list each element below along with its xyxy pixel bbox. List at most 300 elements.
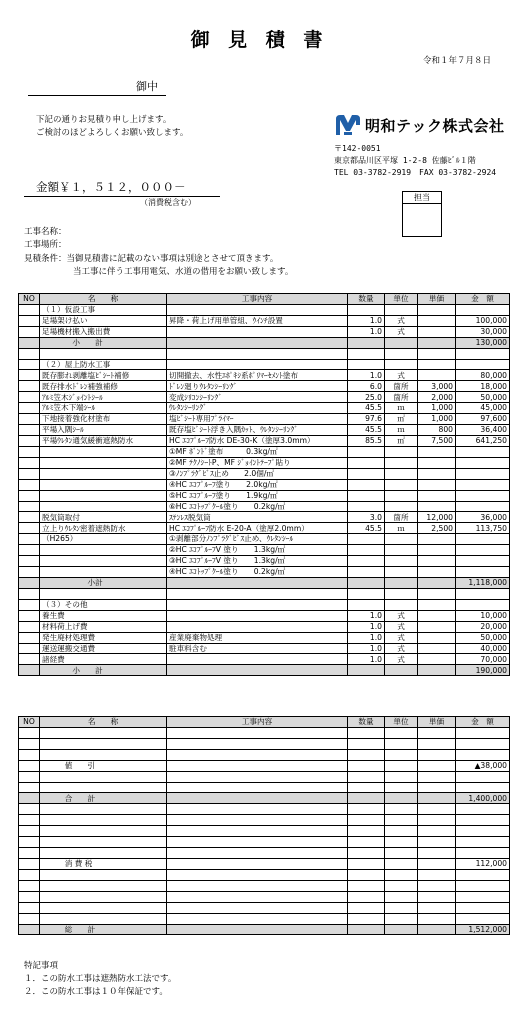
cell-amount: 190,000 <box>456 665 510 676</box>
cell-qty <box>348 869 385 880</box>
cell-name: 既存排水ﾄﾞﾚﾝ補強補修 <box>40 381 167 392</box>
estimate-table <box>18 293 510 676</box>
cell-name: 平場入隅ｼｰﾙ <box>40 425 167 436</box>
cell-price <box>418 665 456 676</box>
cell-qty: 25.0 <box>348 392 385 403</box>
cell-qty <box>348 359 385 370</box>
cell-no <box>19 858 40 869</box>
cell-content: HC ｴｺﾌﾟﾙｰﾌ防水 DE-30-K（塗厚3.0mm） <box>167 435 348 446</box>
cell-amount <box>456 891 510 902</box>
greeting-line-1: 下記の通りお見積り申し上げます。 <box>36 115 172 125</box>
cell-amount: 97,600 <box>456 414 510 425</box>
cell-no <box>19 479 40 490</box>
cell-price <box>418 632 456 643</box>
recipient-line: 御中 <box>28 78 166 96</box>
cell-content: ④HC ｴｺﾌﾟﾙｰﾌ塗り 2.0kg/㎡ <box>167 479 348 490</box>
col-amount: 金 額 <box>456 294 510 305</box>
cell-content <box>167 902 348 913</box>
cell-name <box>40 749 167 760</box>
cell-no <box>19 749 40 760</box>
cell-content: ①MF ﾎﾞﾝﾄﾞ塗布 0.3kg/㎡ <box>167 446 348 457</box>
cell-qty <box>348 858 385 869</box>
cell-content <box>167 771 348 782</box>
cell-qty <box>348 348 385 359</box>
cell-amount: 130,000 <box>456 337 510 348</box>
cell-unit <box>385 891 418 902</box>
company-address: 東京都品川区平塚 1-2-8 佐藤ﾋﾞﾙ１階 <box>334 156 476 165</box>
cell-price <box>418 501 456 512</box>
cell-price <box>418 837 456 848</box>
cell-price <box>418 599 456 610</box>
cell-unit <box>385 913 418 924</box>
cell-amount <box>456 599 510 610</box>
table-row <box>19 760 510 771</box>
cell-content <box>167 749 348 760</box>
cell-qty <box>348 793 385 804</box>
table-row <box>19 337 510 348</box>
cell-name: （３）その他 <box>40 599 167 610</box>
cell-name <box>40 837 167 848</box>
cell-unit <box>385 771 418 782</box>
cell-content: 昇降・荷上げ用単管組、ｳｲﾝﾁ設置 <box>167 315 348 326</box>
cell-qty <box>348 545 385 556</box>
cell-unit <box>385 446 418 457</box>
cell-name <box>40 848 167 859</box>
cell-no <box>19 337 40 348</box>
cell-name: （１）仮設工事 <box>40 304 167 315</box>
cell-content: ②HC ｴｺﾌﾟﾙｰﾌV 塗り 1.3kg/㎡ <box>167 545 348 556</box>
cell-content <box>167 588 348 599</box>
cell-qty <box>348 556 385 567</box>
cell-amount: ▲38,000 <box>456 760 510 771</box>
table-row <box>19 848 510 859</box>
cell-price: 1,000 <box>418 403 456 414</box>
cell-unit: ｍ <box>385 403 418 414</box>
cell-content: ③HC ｴｺﾌﾟﾙｰﾌV 塗り 1.3kg/㎡ <box>167 556 348 567</box>
cell-qty: 1.0 <box>348 326 385 337</box>
cell-unit <box>385 534 418 545</box>
cell-amount <box>456 749 510 760</box>
cell-price <box>418 567 456 578</box>
cell-qty <box>348 304 385 315</box>
document-title: 御 見 積 書 <box>190 29 329 51</box>
cell-name: 小 計 <box>40 665 167 676</box>
cell-qty <box>348 891 385 902</box>
cell-price <box>418 749 456 760</box>
cell-unit <box>385 665 418 676</box>
cell-amount <box>456 869 510 880</box>
cell-qty: 1.0 <box>348 621 385 632</box>
cell-name <box>40 913 167 924</box>
cell-unit <box>385 567 418 578</box>
cell-no <box>19 738 40 749</box>
cell-amount <box>456 782 510 793</box>
cell-name: 総 計 <box>40 924 167 935</box>
cell-unit <box>385 924 418 935</box>
cell-price <box>418 326 456 337</box>
cell-amount: 1,512,000 <box>456 924 510 935</box>
cell-unit: 式 <box>385 370 418 381</box>
cell-price <box>418 793 456 804</box>
cell-unit <box>385 304 418 315</box>
cell-content <box>167 577 348 588</box>
cell-name <box>40 869 167 880</box>
cell-name <box>40 446 167 457</box>
cell-qty: 6.0 <box>348 381 385 392</box>
cell-price <box>418 545 456 556</box>
cell-qty: 1.0 <box>348 632 385 643</box>
cell-unit <box>385 545 418 556</box>
cell-amount: 20,000 <box>456 621 510 632</box>
cell-amount: 50,000 <box>456 632 510 643</box>
cell-name <box>40 826 167 837</box>
cell-unit <box>385 782 418 793</box>
cell-no <box>19 869 40 880</box>
cell-no <box>19 826 40 837</box>
cell-qty <box>348 577 385 588</box>
table-row <box>19 621 510 632</box>
cell-qty <box>348 727 385 738</box>
conditions-line-2: 当工事に伴う工事用電気、水道の借用をお願い致します。 <box>73 267 294 277</box>
cell-price: 12,000 <box>418 512 456 523</box>
cell-qty: 1.0 <box>348 610 385 621</box>
cell-qty <box>348 902 385 913</box>
cell-content: 塩ﾋﾞｼｰﾄ専用ﾌﾟﾗｲﾏｰ <box>167 414 348 425</box>
table-row <box>19 610 510 621</box>
cell-amount: 36,400 <box>456 425 510 436</box>
cell-name <box>40 348 167 359</box>
table-row <box>19 826 510 837</box>
cell-price: 800 <box>418 425 456 436</box>
table-row <box>19 588 510 599</box>
table-header-row <box>19 717 510 728</box>
cell-content <box>167 654 348 665</box>
cell-no <box>19 567 40 578</box>
cell-price <box>418 880 456 891</box>
total-amount: 金額￥１，５１２，０００－ <box>24 179 220 197</box>
cell-name: 平場ｳﾚﾀﾝ通気緩衝遮熱防水 <box>40 435 167 446</box>
cell-price <box>418 891 456 902</box>
table-row <box>19 425 510 436</box>
cell-qty: 45.5 <box>348 523 385 534</box>
cell-no <box>19 793 40 804</box>
cell-price <box>418 738 456 749</box>
cell-name <box>40 738 167 749</box>
table-row <box>19 523 510 534</box>
cell-no <box>19 804 40 815</box>
cell-no <box>19 556 40 567</box>
cell-no <box>19 902 40 913</box>
cell-unit <box>385 577 418 588</box>
cell-no <box>19 771 40 782</box>
cell-qty <box>348 826 385 837</box>
cell-name: 諸経費 <box>40 654 167 665</box>
cell-name: （H265） <box>40 534 167 545</box>
cell-qty <box>348 337 385 348</box>
table-row <box>19 837 510 848</box>
cell-content <box>167 826 348 837</box>
cell-unit <box>385 490 418 501</box>
cell-no <box>19 359 40 370</box>
cell-content: 産業廃棄物処理 <box>167 632 348 643</box>
table-row <box>19 727 510 738</box>
cell-no <box>19 501 40 512</box>
meiwa-logo-icon <box>334 113 362 137</box>
cell-price <box>418 902 456 913</box>
cell-name: 消 費 税 <box>40 858 167 869</box>
table-row <box>19 924 510 935</box>
cell-amount: 45,000 <box>456 403 510 414</box>
cell-amount <box>456 468 510 479</box>
cell-unit <box>385 556 418 567</box>
cell-price <box>418 534 456 545</box>
cell-no <box>19 304 40 315</box>
cell-unit: 式 <box>385 326 418 337</box>
table-row <box>19 804 510 815</box>
cell-name: 小 計 <box>40 337 167 348</box>
col-unit: 単位 <box>385 717 418 728</box>
cell-unit <box>385 760 418 771</box>
cell-unit <box>385 599 418 610</box>
cell-name <box>40 804 167 815</box>
cell-amount <box>456 771 510 782</box>
cell-content <box>167 837 348 848</box>
cell-amount <box>456 913 510 924</box>
project-name-label: 工事名称： <box>24 227 67 237</box>
table-row <box>19 468 510 479</box>
table-row <box>19 545 510 556</box>
cell-no <box>19 643 40 654</box>
stamp-label: 担当 <box>403 192 441 204</box>
cell-unit <box>385 457 418 468</box>
cell-amount: 50,000 <box>456 392 510 403</box>
cell-name: 脱気筒取付 <box>40 512 167 523</box>
cell-qty <box>348 760 385 771</box>
cell-price <box>418 804 456 815</box>
cell-qty <box>348 490 385 501</box>
cell-price <box>418 848 456 859</box>
summary-table <box>18 716 510 935</box>
cell-amount: 113,750 <box>456 523 510 534</box>
table-row <box>19 392 510 403</box>
cell-amount: 1,118,000 <box>456 577 510 588</box>
cell-no <box>19 665 40 676</box>
cell-no <box>19 512 40 523</box>
cell-content: ④HC ｴｺﾄｯﾌﾟｸｰﾙ塗り 0.2kg/㎡ <box>167 567 348 578</box>
cell-price <box>418 654 456 665</box>
table-row <box>19 326 510 337</box>
cell-qty <box>348 468 385 479</box>
cell-content <box>167 913 348 924</box>
cell-content <box>167 891 348 902</box>
cell-content: 駐車料含む <box>167 643 348 654</box>
col-content: 工事内容 <box>167 294 348 305</box>
table-row <box>19 435 510 446</box>
cell-unit <box>385 479 418 490</box>
cell-no <box>19 632 40 643</box>
cell-amount <box>456 804 510 815</box>
cell-no <box>19 760 40 771</box>
cell-qty <box>348 880 385 891</box>
cell-content <box>167 610 348 621</box>
cell-amount <box>456 738 510 749</box>
cell-name <box>40 891 167 902</box>
cell-amount: 36,000 <box>456 512 510 523</box>
table-row <box>19 534 510 545</box>
cell-content <box>167 359 348 370</box>
cell-price <box>418 826 456 837</box>
cell-name <box>40 771 167 782</box>
cell-unit <box>385 826 418 837</box>
cell-content <box>167 782 348 793</box>
cell-unit: ｍ <box>385 425 418 436</box>
table-row <box>19 858 510 869</box>
table-row <box>19 315 510 326</box>
cell-qty: 45.5 <box>348 403 385 414</box>
cell-no <box>19 654 40 665</box>
cell-name: 合 計 <box>40 793 167 804</box>
cell-amount <box>456 545 510 556</box>
cell-content <box>167 880 348 891</box>
cell-unit: 式 <box>385 632 418 643</box>
cell-unit: 式 <box>385 610 418 621</box>
cell-content <box>167 815 348 826</box>
table-row <box>19 403 510 414</box>
cell-price <box>418 913 456 924</box>
cell-name: 運送運搬交通費 <box>40 643 167 654</box>
cell-content <box>167 727 348 738</box>
cell-price <box>418 348 456 359</box>
cell-unit <box>385 749 418 760</box>
table-row <box>19 738 510 749</box>
cell-name <box>40 782 167 793</box>
cell-no <box>19 848 40 859</box>
cell-no <box>19 913 40 924</box>
cell-name <box>40 490 167 501</box>
cell-qty: 1.0 <box>348 643 385 654</box>
cell-content: ｽﾃﾝﾚｽ脱気筒 <box>167 512 348 523</box>
cell-unit <box>385 837 418 848</box>
cell-unit <box>385 738 418 749</box>
cell-amount: 1,400,000 <box>456 793 510 804</box>
cell-amount <box>456 902 510 913</box>
cell-no <box>19 815 40 826</box>
cell-name: ｱﾙﾐ笠木ｼﾞｮｲﾝﾄｼｰﾙ <box>40 392 167 403</box>
cell-no <box>19 348 40 359</box>
table-row <box>19 749 510 760</box>
cell-name <box>40 588 167 599</box>
company-phone-fax: TEL 03-3782-2919 FAX 03-3782-2924 <box>334 168 497 177</box>
cell-amount <box>456 588 510 599</box>
cell-amount: 18,000 <box>456 381 510 392</box>
cell-price: 3,000 <box>418 381 456 392</box>
cell-no <box>19 523 40 534</box>
col-no: NO <box>19 294 40 305</box>
cell-name: 立上りｳﾚﾀﾝ密着遮熱防水 <box>40 523 167 534</box>
table-row <box>19 381 510 392</box>
cell-no <box>19 446 40 457</box>
cell-name: 発生廃材処理費 <box>40 632 167 643</box>
cell-no <box>19 403 40 414</box>
cell-unit <box>385 501 418 512</box>
table-row <box>19 793 510 804</box>
cell-unit <box>385 348 418 359</box>
cell-name <box>40 567 167 578</box>
table-header-row <box>19 294 510 305</box>
table-row <box>19 304 510 315</box>
cell-qty <box>348 588 385 599</box>
cell-amount <box>456 848 510 859</box>
cell-qty <box>348 446 385 457</box>
cell-no <box>19 837 40 848</box>
cell-qty <box>348 913 385 924</box>
company-name: 明和テック株式会社 <box>365 116 505 135</box>
table-row <box>19 414 510 425</box>
table-row <box>19 479 510 490</box>
cell-name <box>40 815 167 826</box>
cell-name <box>40 457 167 468</box>
cell-amount <box>456 359 510 370</box>
cell-qty: 1.0 <box>348 654 385 665</box>
cell-qty <box>348 599 385 610</box>
cell-price <box>418 643 456 654</box>
cell-name: 既存膨れ剥離塩ﾋﾞｼｰﾄ補修 <box>40 370 167 381</box>
cell-unit <box>385 727 418 738</box>
cell-amount <box>456 490 510 501</box>
cell-qty <box>348 457 385 468</box>
cell-name <box>40 556 167 567</box>
conditions-line-1: 見積条件：当御見積書に記載のない事項は別途とさせて頂きます。 <box>24 254 279 264</box>
cell-amount: 10,000 <box>456 610 510 621</box>
cell-amount <box>456 457 510 468</box>
col-price: 単価 <box>418 294 456 305</box>
cell-amount <box>456 304 510 315</box>
cell-qty: 45.5 <box>348 425 385 436</box>
table-row <box>19 902 510 913</box>
cell-unit <box>385 880 418 891</box>
cell-amount <box>456 880 510 891</box>
cell-no <box>19 326 40 337</box>
col-name: 名 称 <box>40 294 167 305</box>
issue-date: 令和１年７月８日 <box>422 56 491 66</box>
cell-no <box>19 392 40 403</box>
col-no: NO <box>19 717 40 728</box>
cell-price <box>418 304 456 315</box>
cell-unit <box>385 588 418 599</box>
cell-content: ⑤HC ｴｺﾌﾟﾙｰﾌ塗り 1.9kg/㎡ <box>167 490 348 501</box>
cell-no <box>19 545 40 556</box>
cell-no <box>19 534 40 545</box>
cell-content: ⑥HC ｴｺﾄｯﾌﾟｸｰﾙ塗り 0.2kg/㎡ <box>167 501 348 512</box>
cell-content <box>167 621 348 632</box>
cell-unit <box>385 804 418 815</box>
cell-amount <box>456 556 510 567</box>
cell-amount <box>456 348 510 359</box>
cell-amount: 30,000 <box>456 326 510 337</box>
cell-name <box>40 545 167 556</box>
cell-unit <box>385 793 418 804</box>
cell-amount <box>456 567 510 578</box>
table-row <box>19 869 510 880</box>
cell-amount: 70,000 <box>456 654 510 665</box>
cell-price <box>418 869 456 880</box>
cell-name: 養生費 <box>40 610 167 621</box>
cell-price <box>418 815 456 826</box>
cell-price <box>418 782 456 793</box>
cell-price: 2,500 <box>418 523 456 534</box>
cell-unit <box>385 869 418 880</box>
cell-qty <box>348 534 385 545</box>
